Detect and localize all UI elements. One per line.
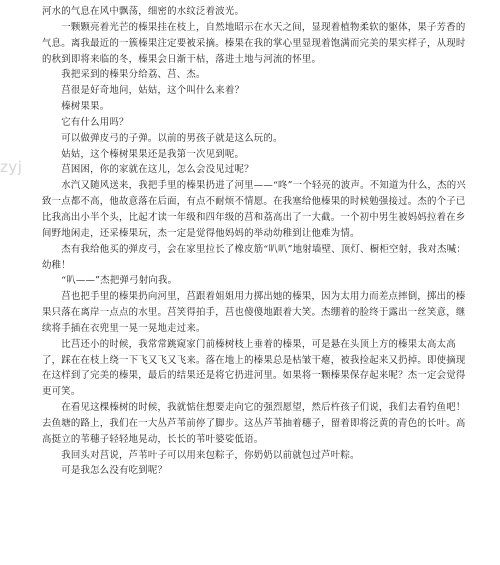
paragraph: 比莒还小的时候，我常常跳窥家门前榛树枝上垂着的榛果，可是悬在头顶上方的榛果太高太高了，踩在在枝上绕一下飞又飞又飞来。落在地上的榛果总是枯皱干瘪，被我捡起来又扔掉。即使摘现在这样到了完美的榛果，最后的结果还是将它扔进河里。如果将一颗榛果保存起来呢？杰一定会觉得更可笑。: [42, 338, 466, 398]
paragraph: 莒也把手里的榛果扔向河里，莒跟着姐姐用力掷出她的榛果，因为太用力而差点摔倒，掷出的榛果只落在离岸一点点的水里。莒笑得拍手，莒也傻傻地跟着大笑。杰绷着的脸终于露出一丝笑意，继续将手插在衣兜里一晃一晃地走过来。: [42, 291, 466, 334]
paragraph: 河水的气息在风中飘荡，细密的水纹泛着波光。: [42, 6, 245, 17]
paragraph: 一颗颗亮着光芒的榛果挂在枝上，自然地昭示在水天之间，显现着植物柔软的躯体，果子芳香的气息。离我最近的一簇榛果注定要被采摘。榛果在我的掌心里显现着饱满而完美的果实样子，从现时的秋到即将来临的冬，榛果会日渐干枯，落进土地与河流的怀里。: [42, 21, 466, 65]
paragraph: 我把采到的榛果分给荔、莒、杰。: [42, 69, 206, 81]
watermark: zyj: [0, 158, 23, 176]
paragraph: 它有什么用吗？: [42, 116, 129, 128]
paragraph: 莒很是好奇地问，姑姑，这个叫什么来着？: [42, 85, 245, 97]
paragraph: 水汽又随风送来，我把手里的榛果扔进了河里——“咚”一个轻亮的波声。不知道为什么，杰的兴致一点都不高，他故意落在后面，有点不耐烦不情愿。在我塞给他榛果的时候勉强接过。杰的个子已比我高出小半个头，比起才读一年级和四年级的莒和荔高出了一大截。一个初中男生被妈妈拉着在乡间野地闲走，还采榛果玩，杰一定是觉得他妈妈的举动幼稚到让他难为情。: [42, 180, 466, 239]
paragraph: 莒困困，你的家就在这儿，怎么会没见过呢？: [42, 164, 254, 176]
paragraph: 榛树果果。: [42, 101, 110, 113]
paragraph: 可以做弹皮弓的子弹。以前的男孩子就是这么玩的。: [42, 132, 283, 144]
paragraph: 杰有我给他买的弹皮弓，会在家里拉长了橡皮筋“叭叭”地射墙壁、顶灯、橱柜空射，我对杰喊：幼稚！: [42, 243, 466, 271]
paragraph: 姑姑，这个榛树果果还是我第一次见到呢。: [42, 148, 245, 160]
paragraph: 在看见这棵榛树的时候，我就惦住想要走向它的强烈愿望，然后杵孩子们说，我们去看钓鱼吧！去鱼塘的路上，我们在一大丛芦苇前停了脚步。这丛芦苇抽着穗子，留着即将泛黄的青色的长叶。高高挺立的苇穗子轻轻地晃动，长长的苇叶婆娑低语。: [42, 402, 466, 445]
paragraph: 我回头对莒说，芦苇叶子可以用来包粽子，你奶奶以前就包过芦叶粽。: [42, 449, 360, 461]
paragraph: “叭——”杰把弹弓射向我。: [42, 275, 178, 287]
paragraph: 可是我怎么没有吃到呢？: [42, 465, 168, 477]
